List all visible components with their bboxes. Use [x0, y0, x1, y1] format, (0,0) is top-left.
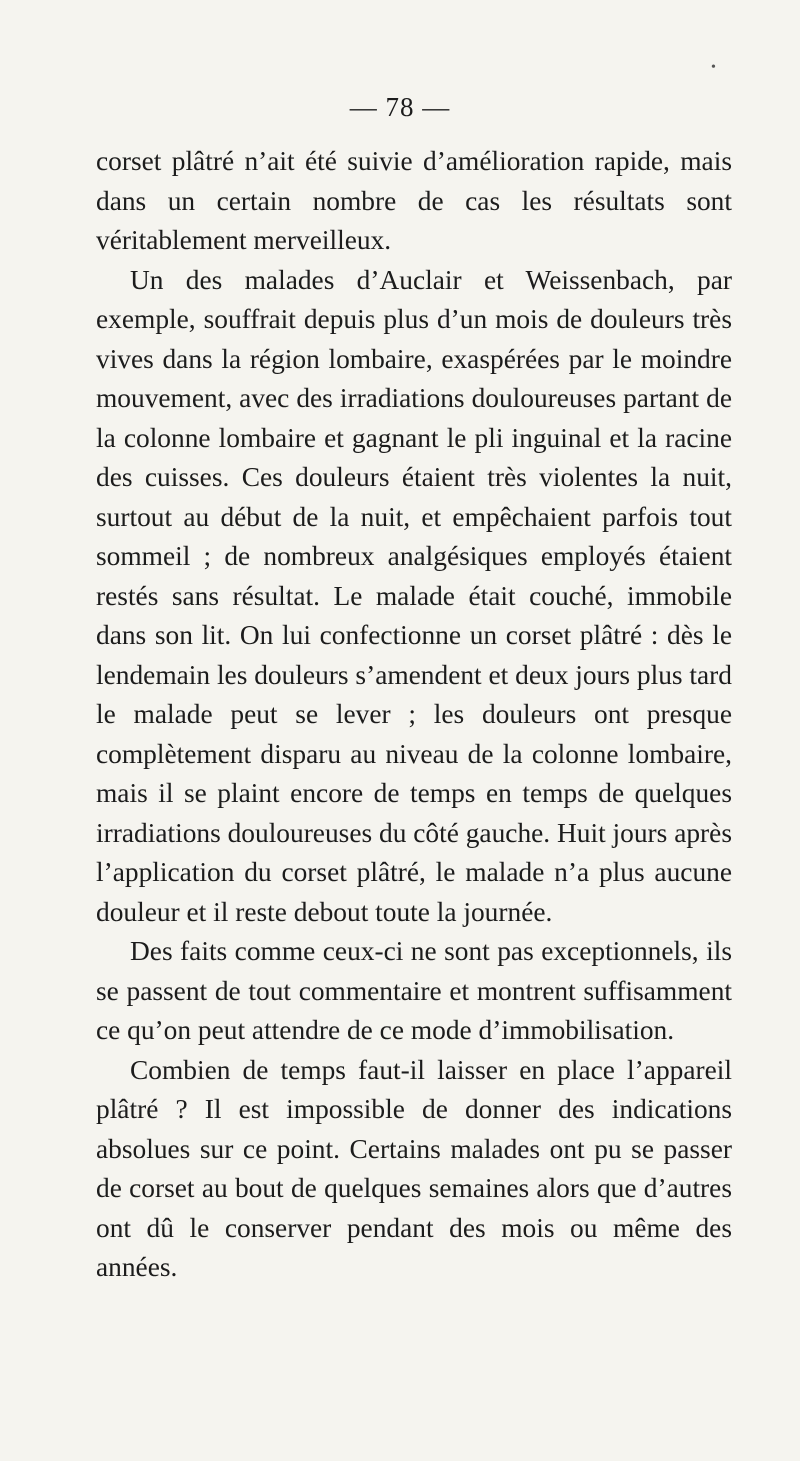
paragraph-2: Un des malades d’Auclair et Weissenbach, par exemple, souffrait depuis plus d’un mois de douleurs très vives dans la région lombaire, exaspérées par le moindre mouvement, avec des irradiations douloureuses partant de la colonne lombaire et gagnant le pli inguinal et la racine des cuisses. Ces douleurs étaient très violentes la nuit, surtout au début de la nuit, et empêchaient parfois tout sommeil ; de nombreux analgésiques employés étaient restés sans résultat. Le malade était couché, immobile dans son lit. On lui confectionne un corset plâtré : dès le lendemain les douleurs s’amendent et deux jours plus tard le malade peut se lever ; les douleurs ont presque complètement disparu au niveau de la colonne lombaire, mais il se plaint encore de temps en temps de quelques irradiations douloureuses du côté gauche. Huit jours après l’application du corset plâtré, le malade n’a plus aucune douleur et il reste debout toute la journée. — [96, 264, 732, 927]
paragraph-3: Des faits comme ceux-ci ne sont pas exceptionnels, ils se passent de tout commentaire et montrent suffisamment ce qu’on peut attendre de ce mode d’immobilisation. — [96, 936, 732, 1045]
body-text — [96, 142, 732, 1288]
paragraph-1: corset plâtré n’ait été suivie d’amélioration rapide, mais dans un certain nombre de cas les résultats sont véritablement merveilleux. — [96, 146, 732, 255]
stray-ink-mark: • — [711, 60, 716, 75]
paragraph-4: Combien de temps faut-il laisser en place l’appareil plâtré ? Il est impossible de donner des indications absolues sur ce point. Certains malades ont pu se passer de corset au bout de quelques semaines alors que d’autres ont dû le conserver pendant des mois ou même des années. — [96, 1054, 732, 1282]
page-number: — 78 — — [349, 92, 451, 122]
